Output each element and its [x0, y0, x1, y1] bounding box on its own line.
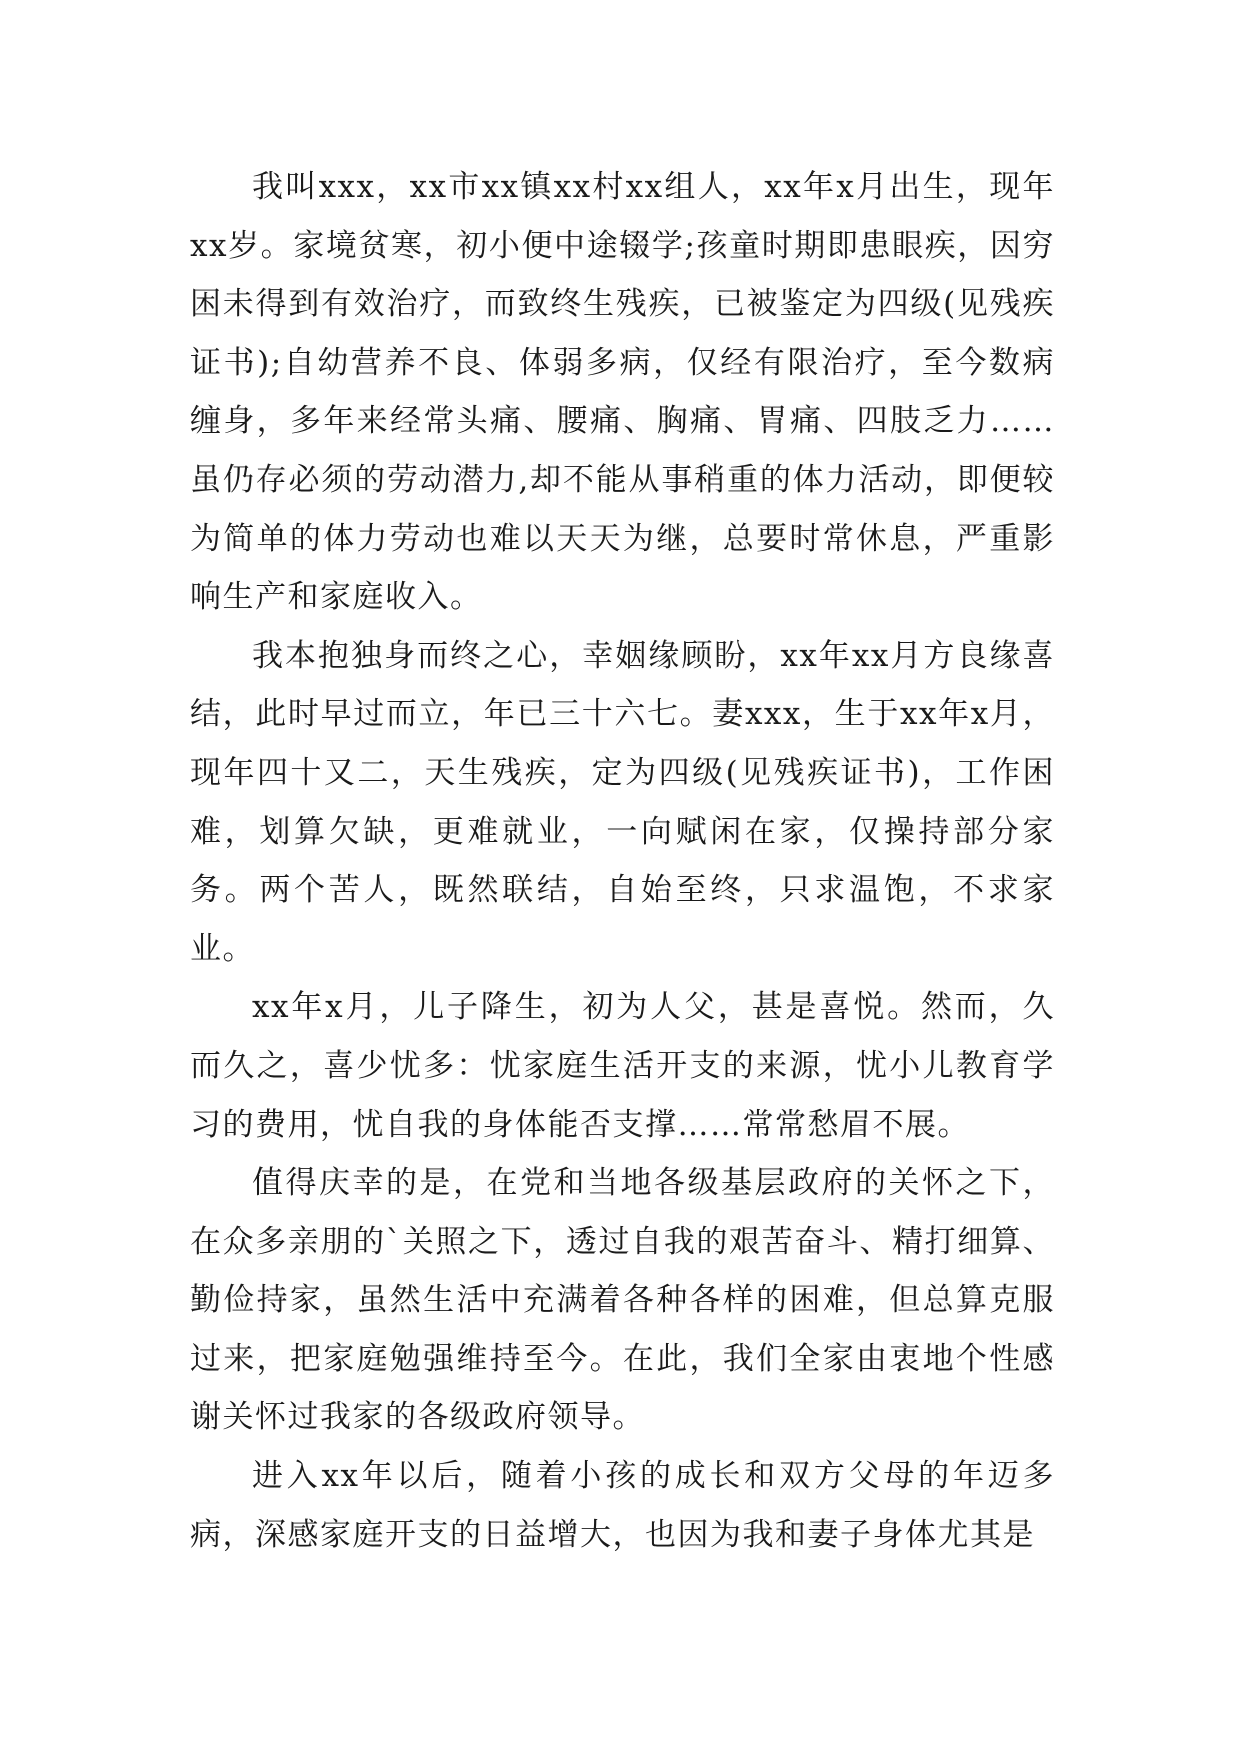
document-body [190, 158, 1055, 1564]
paragraph-1: 我叫xxx，xx市xx镇xx村xx组人，xx年x月出生，现年xx岁。家境贫寒，初小便中途辍学;孩童时期即患眼疾，因穷困未得到有效治疗，而致终生残疾，已被鉴定为四级(见残疾证书);自幼营养不良、体弱多病，仅经有限治疗，至今数病缠身，多年来经常头痛、腰痛、胸痛、胃痛、四肢乏力……虽仍存必须的劳动潜力,却不能从事稍重的体力活动，即便较为简单的体力劳动也难以天天为继，总要时常休息，严重影响生产和家庭收入。 [190, 169, 1055, 616]
paragraph-4: 值得庆幸的是，在党和当地各级基层政府的关怀之下，在众多亲朋的`关照之下，透过自我的艰苦奋斗、精打细算、勤俭持家，虽然生活中充满着各种各样的困难，但总算克服过来，把家庭勉强维持至今。在此，我们全家由衷地个性感谢关怀过我家的各级政府领导。 [190, 1165, 1055, 1436]
paragraph-3: xx年x月，儿子降生，初为人父，甚是喜悦。然而，久而久之，喜少忧多：忧家庭生活开支的来源，忧小儿教育学习的费用，忧自我的身体能否支撑……常常愁眉不展。 [190, 989, 1055, 1143]
paragraph-5: 进入xx年以后，随着小孩的成长和双方父母的年迈多病，深感家庭开支的日益增大，也因为我和妻子身体尤其是 [190, 1458, 1055, 1553]
paragraph-2: 我本抱独身而终之心，幸姻缘顾盼，xx年xx月方良缘喜结，此时早过而立，年已三十六七。妻xxx，生于xx年x月，现年四十又二，天生残疾，定为四级(见残疾证书)，工作困难，划算欠缺，更难就业，一向赋闲在家，仅操持部分家务。两个苦人，既然联结，自始至终，只求温饱，不求家业。 [190, 637, 1055, 967]
